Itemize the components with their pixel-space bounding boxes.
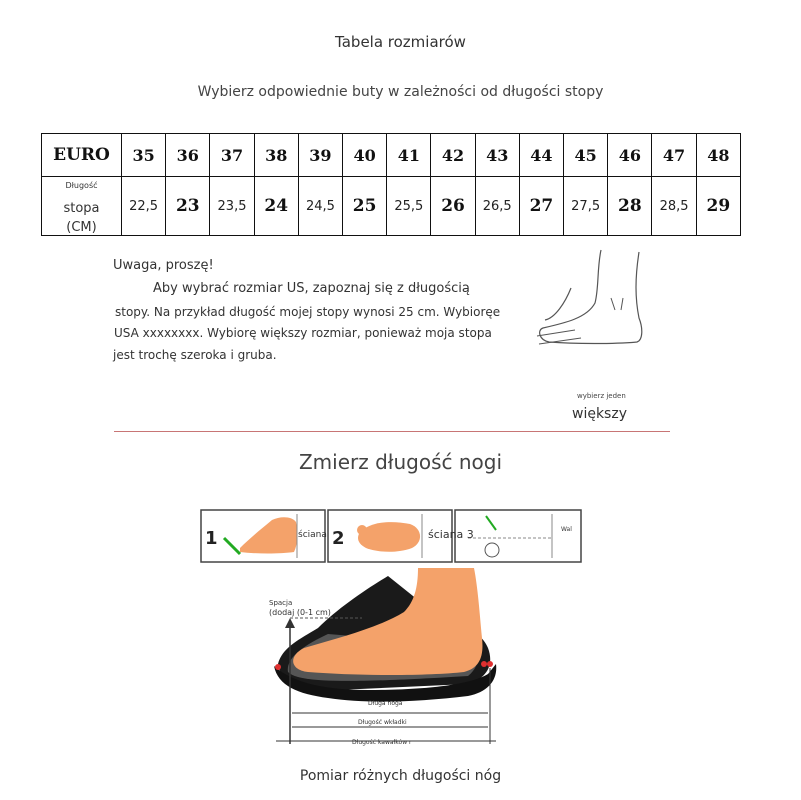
foot-length: 28 bbox=[608, 177, 652, 236]
euro-size: 45 bbox=[564, 134, 608, 177]
euro-size: 44 bbox=[519, 134, 563, 177]
measure-caption: Pomiar różnych długości nóg bbox=[299, 768, 502, 784]
euro-size: 37 bbox=[210, 134, 254, 177]
page-title: Tabela rozmiarów bbox=[335, 33, 466, 51]
euro-size: 38 bbox=[254, 134, 298, 177]
note-line: stopy. Na przykład długość mojej stopy wynosi 25 cm. Wybioręe bbox=[115, 305, 501, 319]
pick-hint-small: wybierz jeden bbox=[577, 392, 626, 400]
euro-size: 39 bbox=[298, 134, 342, 177]
euro-size: 40 bbox=[343, 134, 387, 177]
foot-length: 22,5 bbox=[122, 177, 166, 236]
page-subtitle: Wybierz odpowiednie buty w zależności od długości stopy bbox=[197, 84, 604, 100]
euro-size: 48 bbox=[696, 134, 740, 177]
foot-sketch-illustration bbox=[535, 248, 655, 358]
euro-size: 43 bbox=[475, 134, 519, 177]
space-label: Spacja bbox=[269, 599, 293, 607]
foot-length: 24 bbox=[254, 177, 298, 236]
note-heading: Uwaga, proszę! bbox=[113, 258, 214, 273]
foot-length-dim-label: Długa noga bbox=[368, 700, 403, 707]
euro-row bbox=[42, 134, 741, 177]
step2-wall-label: ściana 3 bbox=[428, 528, 474, 541]
space-label-add: (dodaj (0-1 cm) bbox=[269, 608, 331, 617]
size-table bbox=[41, 133, 741, 236]
shoe-length-dim-label: Długość kawałków r bbox=[352, 739, 412, 746]
step3-wall-label: Wal bbox=[561, 526, 572, 533]
foot-length: 25,5 bbox=[387, 177, 431, 236]
svg-text:2: 2 bbox=[332, 528, 345, 549]
foot-length: 27,5 bbox=[564, 177, 608, 236]
pick-hint-big: większy bbox=[572, 406, 627, 422]
euro-size: 36 bbox=[166, 134, 210, 177]
euro-size: 42 bbox=[431, 134, 475, 177]
insole-length-dim-label: Długość wkładki bbox=[358, 719, 407, 726]
foot-length: 24,5 bbox=[298, 177, 342, 236]
foot-length: 25 bbox=[343, 177, 387, 236]
foot-length: 29 bbox=[696, 177, 740, 236]
euro-label: EURO bbox=[42, 134, 122, 177]
svg-text:1: 1 bbox=[205, 528, 218, 549]
length-row bbox=[42, 177, 741, 236]
measure-heading: Zmierz długość nogi bbox=[298, 450, 503, 474]
note-line: Aby wybrać rozmiar US, zapoznaj się z długością bbox=[153, 281, 470, 296]
note-line: jest trochę szeroka i gruba. bbox=[113, 348, 277, 362]
length-label-line1: stopa bbox=[63, 201, 100, 216]
note-line: USA xxxxxxxx. Wybiorę większy rozmiar, ponieważ moja stopa bbox=[114, 326, 492, 340]
step1-wall-label: ściana bbox=[298, 530, 327, 540]
foot-length: 28,5 bbox=[652, 177, 696, 236]
foot-length: 26 bbox=[431, 177, 475, 236]
length-label-line2: (CM) bbox=[66, 220, 97, 235]
foot-length: 26,5 bbox=[475, 177, 519, 236]
measure-steps bbox=[200, 508, 582, 564]
euro-size: 46 bbox=[608, 134, 652, 177]
length-label-small: Długość bbox=[65, 181, 98, 190]
foot-length: 27 bbox=[519, 177, 563, 236]
measure-steps-illustration bbox=[200, 508, 582, 564]
euro-size: 47 bbox=[652, 134, 696, 177]
euro-size: 41 bbox=[387, 134, 431, 177]
foot-length: 23,5 bbox=[210, 177, 254, 236]
length-label bbox=[42, 177, 122, 236]
euro-size: 35 bbox=[122, 134, 166, 177]
foot-length: 23 bbox=[166, 177, 210, 236]
section-divider bbox=[114, 431, 670, 432]
